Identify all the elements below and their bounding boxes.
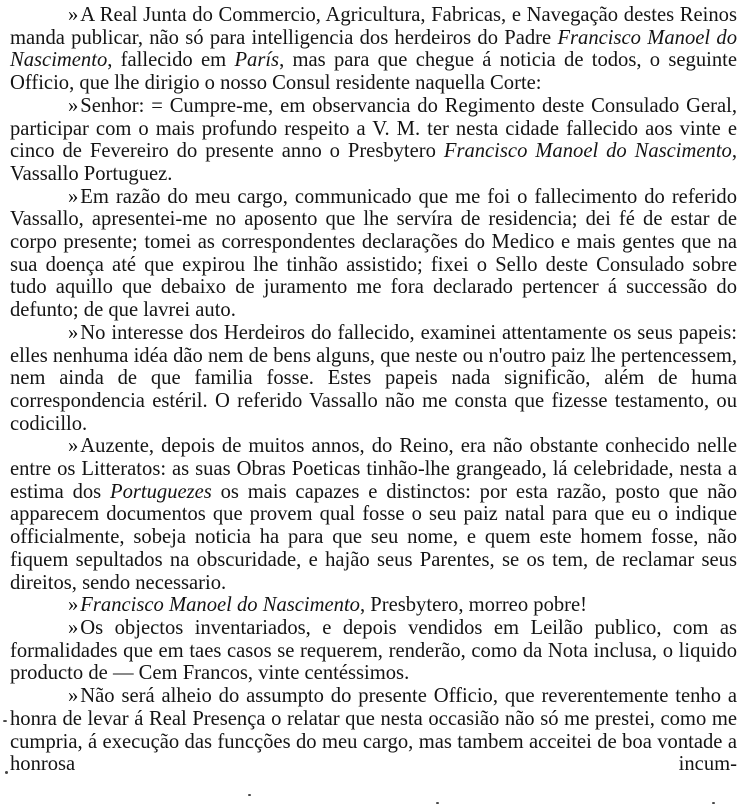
quote-mark: »: [68, 685, 78, 708]
text-run: Auzente, depois de muitos annos, do Reino, era não obstante conhecido nelle entre os Litteratos: as suas Obras Poeticas tinhão-lhe grangeado, lá celebridade, nesta a estima dos: [10, 435, 737, 503]
text-run: , fallecido em: [107, 49, 235, 72]
italic-text: París: [234, 49, 280, 72]
italic-text: Portuguezes: [109, 480, 212, 503]
paragraph: [10, 322, 737, 436]
document-page: [10, 4, 737, 776]
text-run: Os objectos inventariados, e depois vendidos em Leilão publico, com as formalidades que em taes casos se requerem, renderão, como da Nota inclusa, o liquido producto de — Cem Francos, vinte centéssimos.: [10, 616, 737, 685]
paragraph: [10, 4, 737, 95]
margin-speck: [712, 802, 715, 804]
paragraph: [10, 685, 737, 776]
margin-speck: [436, 802, 439, 804]
paragraph: [10, 186, 737, 322]
quote-mark: »: [68, 435, 78, 458]
text-run: A Real Junta do Commercio, Agricultura, Fabricas, e Navegação destes Reinos manda publicar, não só para intelligencia dos herdeiros do Padre: [10, 4, 737, 49]
italic-text: Francisco Manoel do Nascimento: [80, 594, 360, 617]
quote-mark: »: [68, 616, 78, 639]
italic-text: Francisco Manoel do Nascimento: [443, 140, 732, 163]
text-run: , Vassallo Portuguez.: [10, 140, 737, 185]
quote-mark: »: [68, 4, 78, 26]
quote-mark: »: [68, 94, 78, 117]
paragraph: [10, 435, 737, 594]
text-body: [10, 4, 737, 776]
text-run: No interesse dos Herdeiros do fallecido, examinei attentamente os seus papeis: elles nenhuma idéa dão nem de bens alguns, que neste ou n'outro paiz lhe pertencessem, nem ainda de que familia fosse. Estes papeis nada significão, além de huma correspondencia estéril. O referido Vassallo não me consta que fizesse testamento, ou codicillo.: [10, 321, 737, 435]
margin-speck: [248, 794, 251, 796]
text-run: Em razão do meu cargo, communicado que me foi o fallecimento do referido Vassallo, apresentei-me no aposento que lhe servíra de residencia; dei fé de estar de corpo presente; tomei as correspondentes declarações do Medico e mais gentes que na sua doença até que expirou lhe tinhão assistido; fixei o Sello deste Consulado sobre tudo aquillo que debaixo de juramento me fora declarado pertencer á successão do defunto; de que lavrei auto.: [10, 185, 737, 322]
text-run: , Presbytero, morreo pobre!: [359, 594, 588, 617]
paragraph: [10, 617, 737, 685]
margin-speck: [3, 720, 7, 722]
text-run: Não será alheio do assumpto do presente Officio, que reverentemente tenho a honra de levar á Real Presença o relatar que nesta occasião não só me prestei, como me cumpria, á execução das funcções do meu cargo, mas tambem acceitei de boa vontade a honrosa incum-: [10, 685, 737, 776]
quote-mark: »: [68, 185, 78, 208]
paragraph: [10, 95, 737, 186]
italic-text: Francisco Manoel do Nascimento: [10, 26, 737, 72]
text-run: , mas para que chegue á noticia de todos, o seguinte Officio, que lhe dirigio o nosso Consul residente naquella Corte:: [10, 49, 737, 95]
text-run: os mais capazes e distinctos: por esta razão, posto que não apparecem documentos que provem qual fosse o seu paiz natal para que eu o indique officialmente, sobeja noticia ha para que seu nome, e quem este homem fosse, não fiquem sepultados na obscuridade, e hajão seus Parentes, se os tem, de reclamar seus direitos, sendo necessario.: [10, 480, 737, 594]
text-run: Senhor: = Cumpre-me, em observancia do Regimento deste Consulado Geral, participar com o mais profundo respeito a V. M. ter nesta cidade fallecido aos vinte e cinco de Fevereiro do presente anno o Presbytero: [10, 94, 737, 163]
quote-mark: »: [68, 321, 78, 344]
quote-mark: »: [68, 594, 78, 617]
margin-speck: [5, 771, 8, 774]
paragraph: [10, 594, 737, 617]
